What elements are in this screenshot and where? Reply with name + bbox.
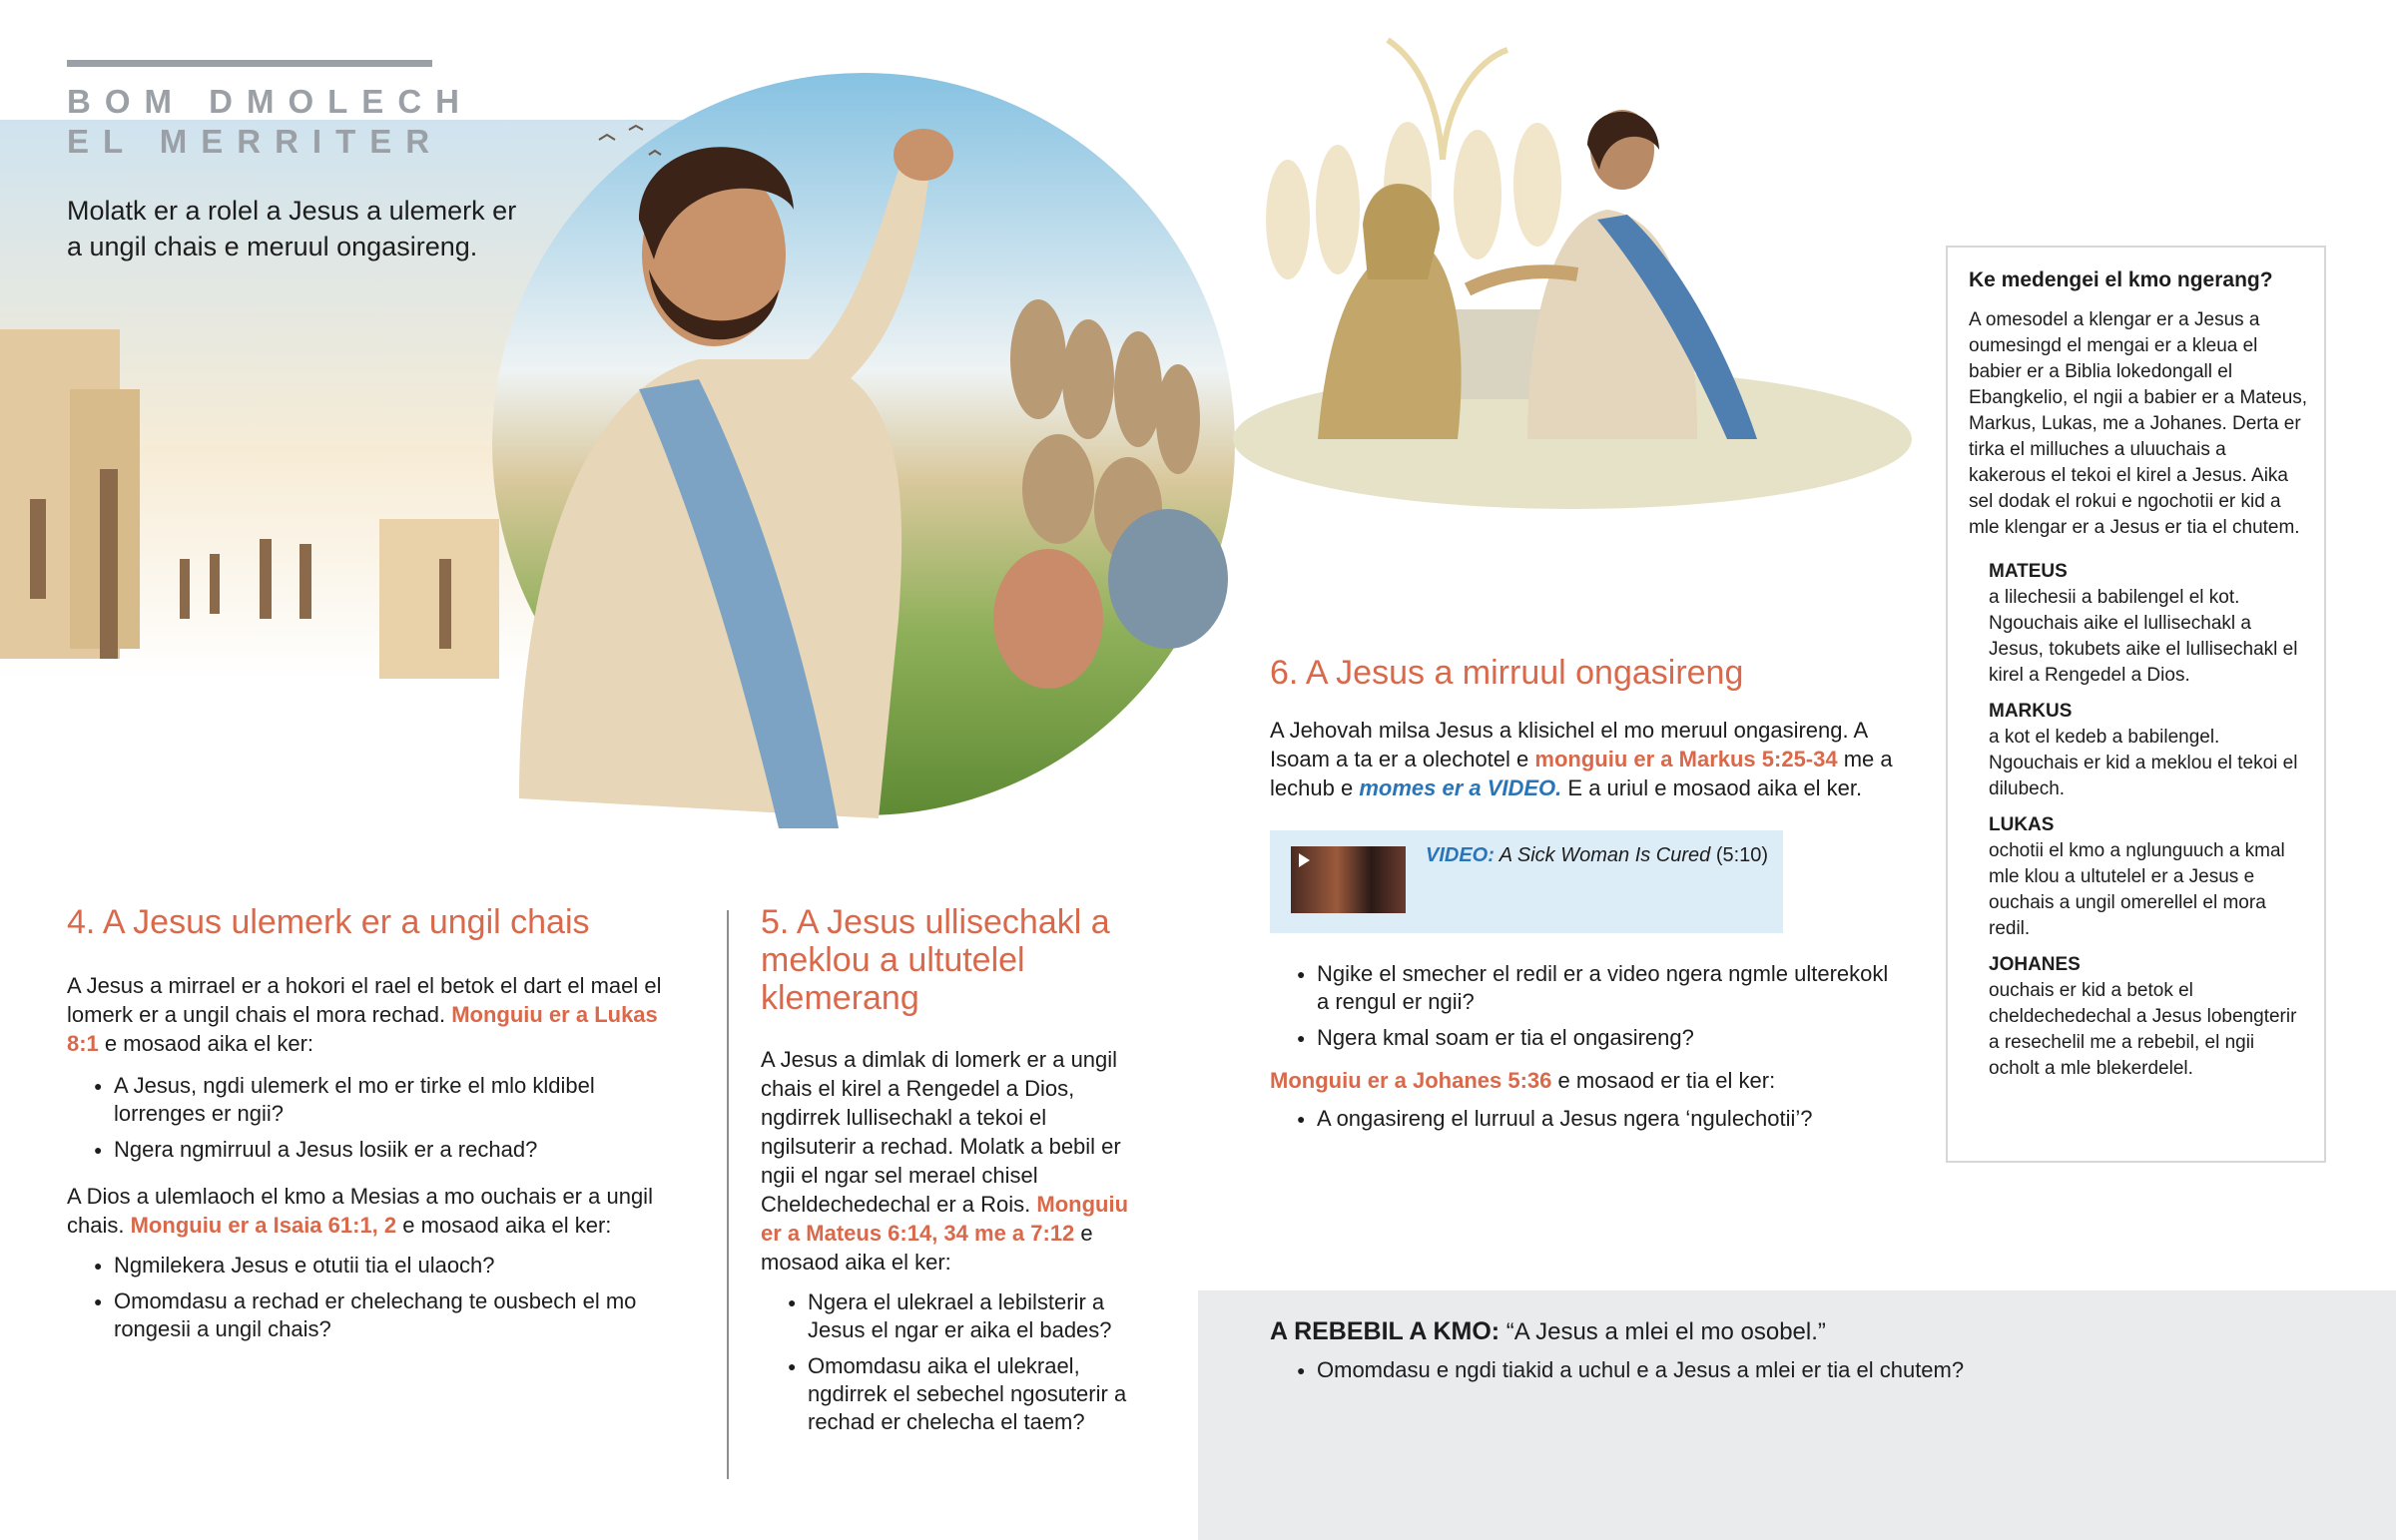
- gospel-definition: ochotii el kmo a nglunguuch a kmal mle klou a ultutelel er a Jesus e ouchais a ungil omerellel el mora redil.: [1989, 840, 2285, 939]
- video-title[interactable]: VIDEO: A Sick Woman Is Cured (5:10): [1426, 844, 1769, 866]
- question-item: ● Ngike el smecher el redil er a video ngera ngmle ulterekokl a rengul er ngii?: [1270, 960, 1889, 1016]
- review-questions: [1270, 1356, 2348, 1384]
- gospel-entry: [1989, 699, 2308, 802]
- video-link[interactable]: momes er a VIDEO.: [1359, 775, 1562, 800]
- review-content: [1270, 1317, 2348, 1392]
- gospel-entry: [1989, 559, 2308, 689]
- scripture-link-lukas[interactable]: Monguiu er a Lukas 8:1: [67, 1002, 658, 1056]
- section-6-paragraph: A Jehovah milsa Jesus a klisichel el mo meruul ongasireng. A Isoam a ta er a olechotel e monguiu er a Markus 5:25-34 me a lechub e momes er a VIDEO. E a uriul e mosaod aika el ker.: [1270, 718, 1893, 800]
- scripture-link-markus[interactable]: monguiu er a Markus 5:25-34: [1534, 747, 1838, 771]
- section-6-questions-1: [1270, 960, 1889, 1052]
- gospel-list: [1969, 559, 2308, 1082]
- section-5-paragraph: A Jesus a dimlak di lomerk er a ungil chais el kirel a Rengedel a Dios, ngdirrek lullisechakl a tekoi el ngilsuterir a rechad. Molatk a bebil er ngii el ngar sel merael chisel Cheldechedechal er a Rois. Monguiu er a Mateus 6:14, 34 me a 7:12 e mosaod aika el ker:: [761, 1047, 1129, 1275]
- section-6-questions-block: [1270, 960, 1889, 1141]
- question-item: ● A Jesus, ngdi ulemerk el mo er tirke el mlo kldibel lorrenges er ngii?: [67, 1072, 676, 1128]
- kicker-line-1: BOM DMOLECH: [67, 83, 473, 120]
- illustration-healing-woman: [1228, 20, 1917, 539]
- review-label: A REBEBIL A KMO:: [1270, 1317, 1500, 1345]
- section-5-heading: 5. A Jesus ullisechakl a meklou a ultutelel klemerang: [761, 903, 1110, 1017]
- section-6-questions-2: [1270, 1105, 1889, 1133]
- section-4-paragraph-2: A Dios a ulemlaoch el kmo a Mesias a mo ouchais er a ungil chais. Monguiu er a Isaia 61:1, 2 e mosaod aika el ker:: [67, 1184, 653, 1238]
- section-6-paragraph-2: Monguiu er a Johanes 5:36 e mosaod er tia el ker:: [1270, 1068, 1776, 1093]
- kicker-line-2: EL MERRITER: [67, 123, 444, 160]
- scripture-link-johanes[interactable]: Monguiu er a Johanes 5:36: [1270, 1068, 1552, 1093]
- section-kicker: [67, 82, 473, 162]
- question-item: ● Omomdasu e ngdi tiakid a uchul e a Jesus a mlei er tia el chutem?: [1270, 1356, 2348, 1384]
- illustration-circle-crowd: [479, 60, 1248, 828]
- sidebar-title: Ke medengei el kmo ngerang?: [1969, 268, 2273, 291]
- gospel-definition: ouchais er kid a betok el cheldechedechal a Jesus lobengterir a resechelil me a rebebil, el ngii ocholt a mle blekerdelel.: [1989, 980, 2297, 1079]
- section-4-questions-1: [67, 1072, 676, 1164]
- gospel-term: JOHANES: [1989, 954, 2081, 975]
- gospel-entry: [1989, 812, 2308, 942]
- question-item: ● Omomdasu a rechad er chelechang te ousbech el mo rongesii a ungil chais?: [67, 1287, 676, 1343]
- section-4: [67, 903, 676, 1351]
- question-item: ● Omomdasu aika el ulekrael, ngdirrek el sebechel ngosuterir a rechad er chelecha el taem?: [761, 1352, 1130, 1436]
- review-statement: [1270, 1317, 2348, 1346]
- question-item: ● Ngmilekera Jesus e otutii tia el ulaoch?: [67, 1252, 676, 1280]
- gospel-definition: a lilechesii a babilengel el kot. Ngouchais aike el lullisechakl a Jesus, tokubets aike el lullisechakl el kirel a Rengedel a Dios.: [1989, 587, 2298, 686]
- question-item: ● Ngera kmal soam er tia el ongasireng?: [1270, 1024, 1889, 1052]
- section-6-heading: 6. A Jesus a mirruul ongasireng: [1270, 654, 1744, 692]
- gospel-definition: a kot el kedeb a babilengel. Ngouchais er kid a meklou el tekoi el dilubech.: [1989, 727, 2298, 799]
- column-divider: [727, 910, 729, 1479]
- review-quote: “A Jesus a mlei el mo osobel.”: [1505, 1318, 1826, 1345]
- section-4-paragraph-1: A Jesus a mirrael er a hokori el rael el betok el dart el mael el lomerk er a ungil chais el mora rechad. Monguiu er a Lukas 8:1 e mosaod aika el ker:: [67, 973, 662, 1056]
- header-rule: [67, 60, 432, 67]
- gospel-entry: [1989, 952, 2308, 1082]
- section-4-heading: 4. A Jesus ulemerk er a ungil chais: [67, 903, 590, 941]
- gospel-term: MATEUS: [1989, 561, 2068, 582]
- gospel-term: LUKAS: [1989, 814, 2055, 835]
- question-item: ● A ongasireng el lurruul a Jesus ngera ‘ngulechotii’?: [1270, 1105, 1889, 1133]
- sidebar-body: [1969, 307, 2308, 1082]
- play-icon[interactable]: [1299, 853, 1310, 867]
- question-item: ● Ngera ngmirruul a Jesus losiik er a rechad?: [67, 1136, 676, 1164]
- section-6: [1270, 654, 1909, 802]
- intro-text: Molatk er a rolel a Jesus a ulemerk er a ungil chais e meruul ongasireng.: [67, 196, 517, 261]
- gospel-term: MARKUS: [1989, 701, 2073, 722]
- section-5: [761, 903, 1130, 1444]
- section-4-questions-2: [67, 1252, 676, 1343]
- question-item: ● Ngera el ulekrael a lebilsterir a Jesus el ngar er aika el bades?: [761, 1288, 1130, 1344]
- scripture-link-isaia[interactable]: Monguiu er a Isaia 61:1, 2: [130, 1213, 397, 1238]
- scripture-link-mateus[interactable]: Monguiu er a Mateus 6:14, 34 me a 7:12: [761, 1192, 1129, 1246]
- sidebar-intro: A omesodel a klengar er a Jesus a oumesingd el mengai er a kleua el babier er a Biblia lokedongall el Ebangkelio, el ngii a babier er a Mateus, Markus, Lukas, me a Johanes. Derta er tirka el milluches a uluuchais a kakerous el tekoi el kirel a Jesus. Aika sel dodak el rokui e ngochotii er kid a mle klengar er a Jesus er tia el chutem.: [1969, 309, 2308, 538]
- section-5-questions: [761, 1288, 1130, 1436]
